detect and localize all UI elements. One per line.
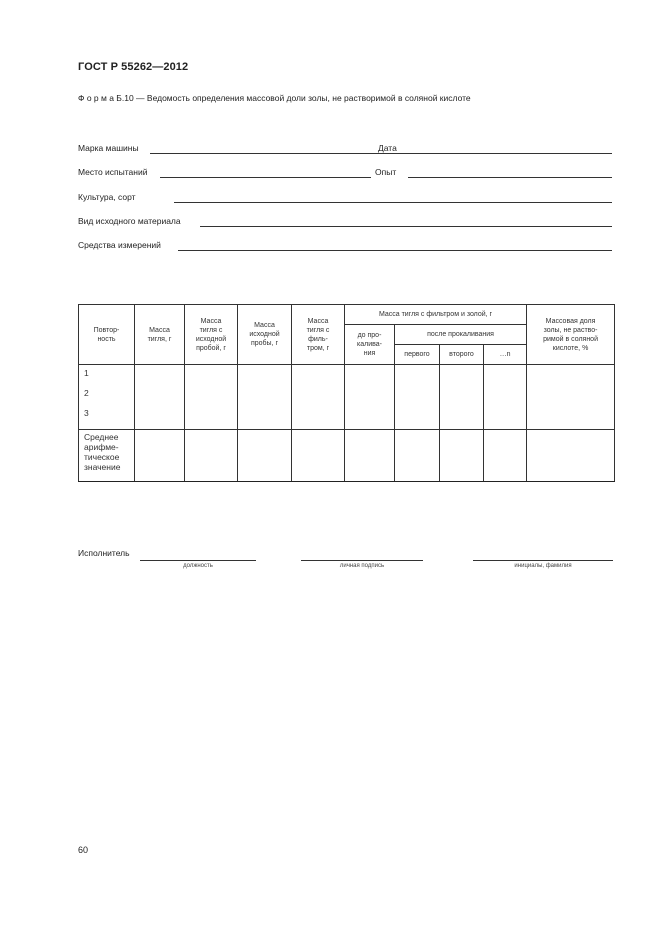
machine-brand-label: Марка машины: [78, 143, 139, 153]
name-line[interactable]: [473, 560, 613, 561]
test-place-label: Место испытаний: [78, 167, 148, 177]
measurement-table: [78, 304, 615, 482]
table-header-row-1: [79, 305, 615, 325]
cell-sample-mass[interactable]: [238, 365, 292, 430]
field-row-material: [78, 216, 612, 230]
cell-nth[interactable]: [484, 365, 527, 430]
cell-crucible-with-filter[interactable]: [292, 365, 345, 430]
mean-first[interactable]: [395, 430, 440, 482]
crop-variety-line[interactable]: [174, 202, 612, 203]
header-before-calcination: до про- калива- ния: [345, 325, 395, 365]
header-crucible-with-sample: Масса тигля с исходной пробой, г: [185, 305, 238, 365]
document-header: ГОСТ Р 55262—2012: [78, 61, 189, 73]
mean-second[interactable]: [440, 430, 484, 482]
field-row-crop: [78, 192, 612, 206]
cell-ash-mass-fraction[interactable]: [527, 365, 615, 430]
measuring-tools-label: Средства измерений: [78, 240, 161, 250]
cell-crucible-with-sample[interactable]: [185, 365, 238, 430]
field-row-machine: [78, 143, 612, 157]
header-crucible-mass: Масса тигля, г: [135, 305, 185, 365]
date-label: Дата: [378, 143, 397, 153]
header-nth: …n: [484, 345, 527, 365]
test-place-line[interactable]: [160, 177, 371, 178]
header-first: первого: [395, 345, 440, 365]
material-type-label: Вид исходного материала: [78, 216, 181, 226]
mean-crucible-with-sample[interactable]: [185, 430, 238, 482]
executor-label: Исполнитель: [78, 548, 130, 558]
material-type-line[interactable]: [200, 226, 612, 227]
measuring-tools-line[interactable]: [178, 250, 612, 251]
repetition-numbers: [79, 365, 135, 430]
header-crucible-filter-ash: Масса тигля с фильтром и золой, г: [345, 305, 527, 325]
mean-crucible-mass[interactable]: [135, 430, 185, 482]
mean-sample-mass[interactable]: [238, 430, 292, 482]
table-row-mean: [79, 430, 615, 482]
header-repetition: Повтор- ность: [79, 305, 135, 365]
cell-second[interactable]: [440, 365, 484, 430]
cell-first[interactable]: [395, 365, 440, 430]
mean-before-calcination[interactable]: [345, 430, 395, 482]
header-crucible-with-filter: Масса тигля с филь- тром, г: [292, 305, 345, 365]
signature-caption: личная подпись: [339, 563, 385, 569]
position-caption: должность: [183, 563, 213, 569]
mean-nth[interactable]: [484, 430, 527, 482]
experiment-line[interactable]: [408, 177, 612, 178]
field-row-place: [78, 167, 612, 181]
mean-crucible-with-filter[interactable]: [292, 430, 345, 482]
crop-variety-label: Культура, сорт: [78, 192, 136, 202]
repetition-3: 3: [84, 408, 89, 418]
cell-before-calcination[interactable]: [345, 365, 395, 430]
position-line[interactable]: [140, 560, 256, 561]
table-row-repetitions: [79, 365, 615, 430]
date-line[interactable]: [400, 153, 612, 154]
header-ash-mass-fraction: Массовая доля золы, не раство- римой в соляной кислоте, %: [527, 305, 615, 365]
field-row-tools: [78, 240, 612, 254]
mean-label: Среднее арифме- тическое значение: [79, 430, 135, 482]
repetition-1: 1: [84, 368, 89, 378]
page-number: 60: [78, 845, 89, 855]
mean-ash-mass-fraction[interactable]: [527, 430, 615, 482]
header-sample-mass: Масса исходной пробы, г: [238, 305, 292, 365]
name-caption: инициалы, фамилия: [514, 563, 572, 569]
experiment-label: Опыт: [375, 167, 397, 177]
header-after-calcination: после прокаливания: [395, 325, 527, 345]
repetition-2: 2: [84, 388, 89, 398]
header-second: второго: [440, 345, 484, 365]
form-title: Ф о р м а Б.10 — Ведомость определения массовой доли золы, не растворимой в соляной кислоте: [78, 93, 471, 103]
signature-line[interactable]: [301, 560, 423, 561]
cell-crucible-mass[interactable]: [135, 365, 185, 430]
